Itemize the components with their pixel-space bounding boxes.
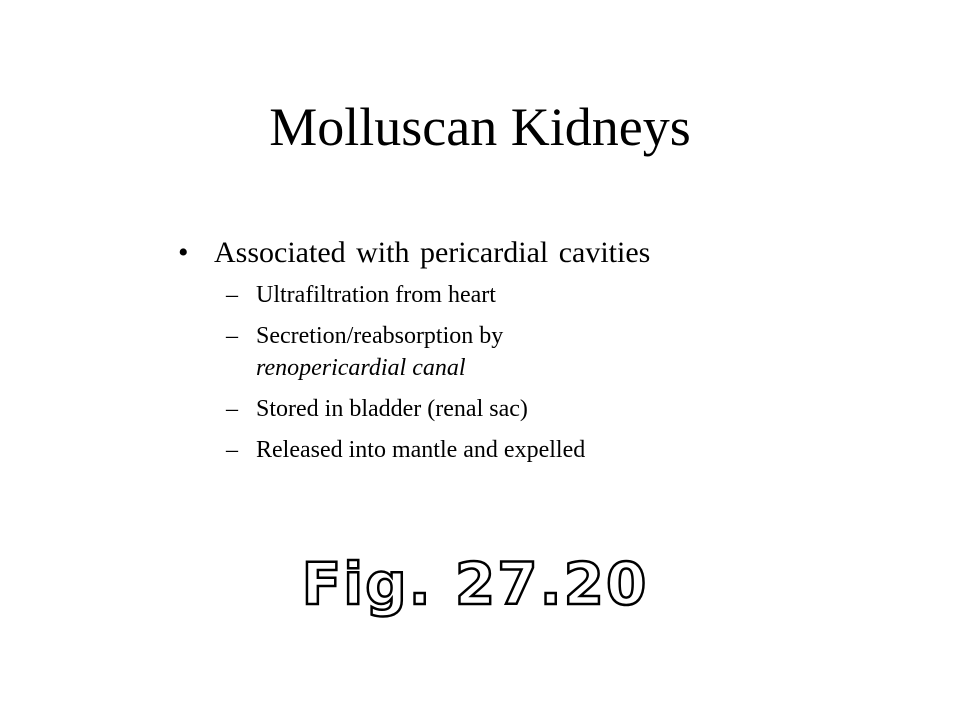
figure-label bbox=[301, 540, 649, 630]
sub-list bbox=[178, 279, 798, 466]
dash-marker: – bbox=[226, 282, 238, 308]
figure-label-text: Fig. 27.20 bbox=[301, 550, 649, 618]
bullet-item bbox=[178, 233, 798, 273]
bullet-dot: • bbox=[178, 236, 189, 269]
sub-item bbox=[178, 434, 798, 466]
dash-marker: – bbox=[226, 396, 238, 422]
sub-list-wrapper bbox=[178, 279, 798, 466]
bullet-text: Associated with pericardial cavities bbox=[214, 236, 651, 269]
sub-item-text: Secretion/reabsorption by bbox=[256, 323, 504, 349]
dash-marker: – bbox=[226, 323, 238, 349]
sub-item bbox=[178, 279, 798, 311]
sub-item-italic-text: renopericardial canal bbox=[256, 355, 466, 381]
slide-title: Molluscan Kidneys bbox=[269, 97, 691, 157]
sub-item bbox=[178, 393, 798, 425]
sub-item-text: Released into mantle and expelled bbox=[256, 437, 586, 463]
sub-item-text: Stored in bladder (renal sac) bbox=[256, 396, 528, 422]
bullet-list bbox=[178, 233, 798, 466]
dash-marker: – bbox=[226, 437, 238, 463]
sub-item-text: Ultrafiltration from heart bbox=[256, 282, 496, 308]
sub-item bbox=[178, 320, 798, 384]
